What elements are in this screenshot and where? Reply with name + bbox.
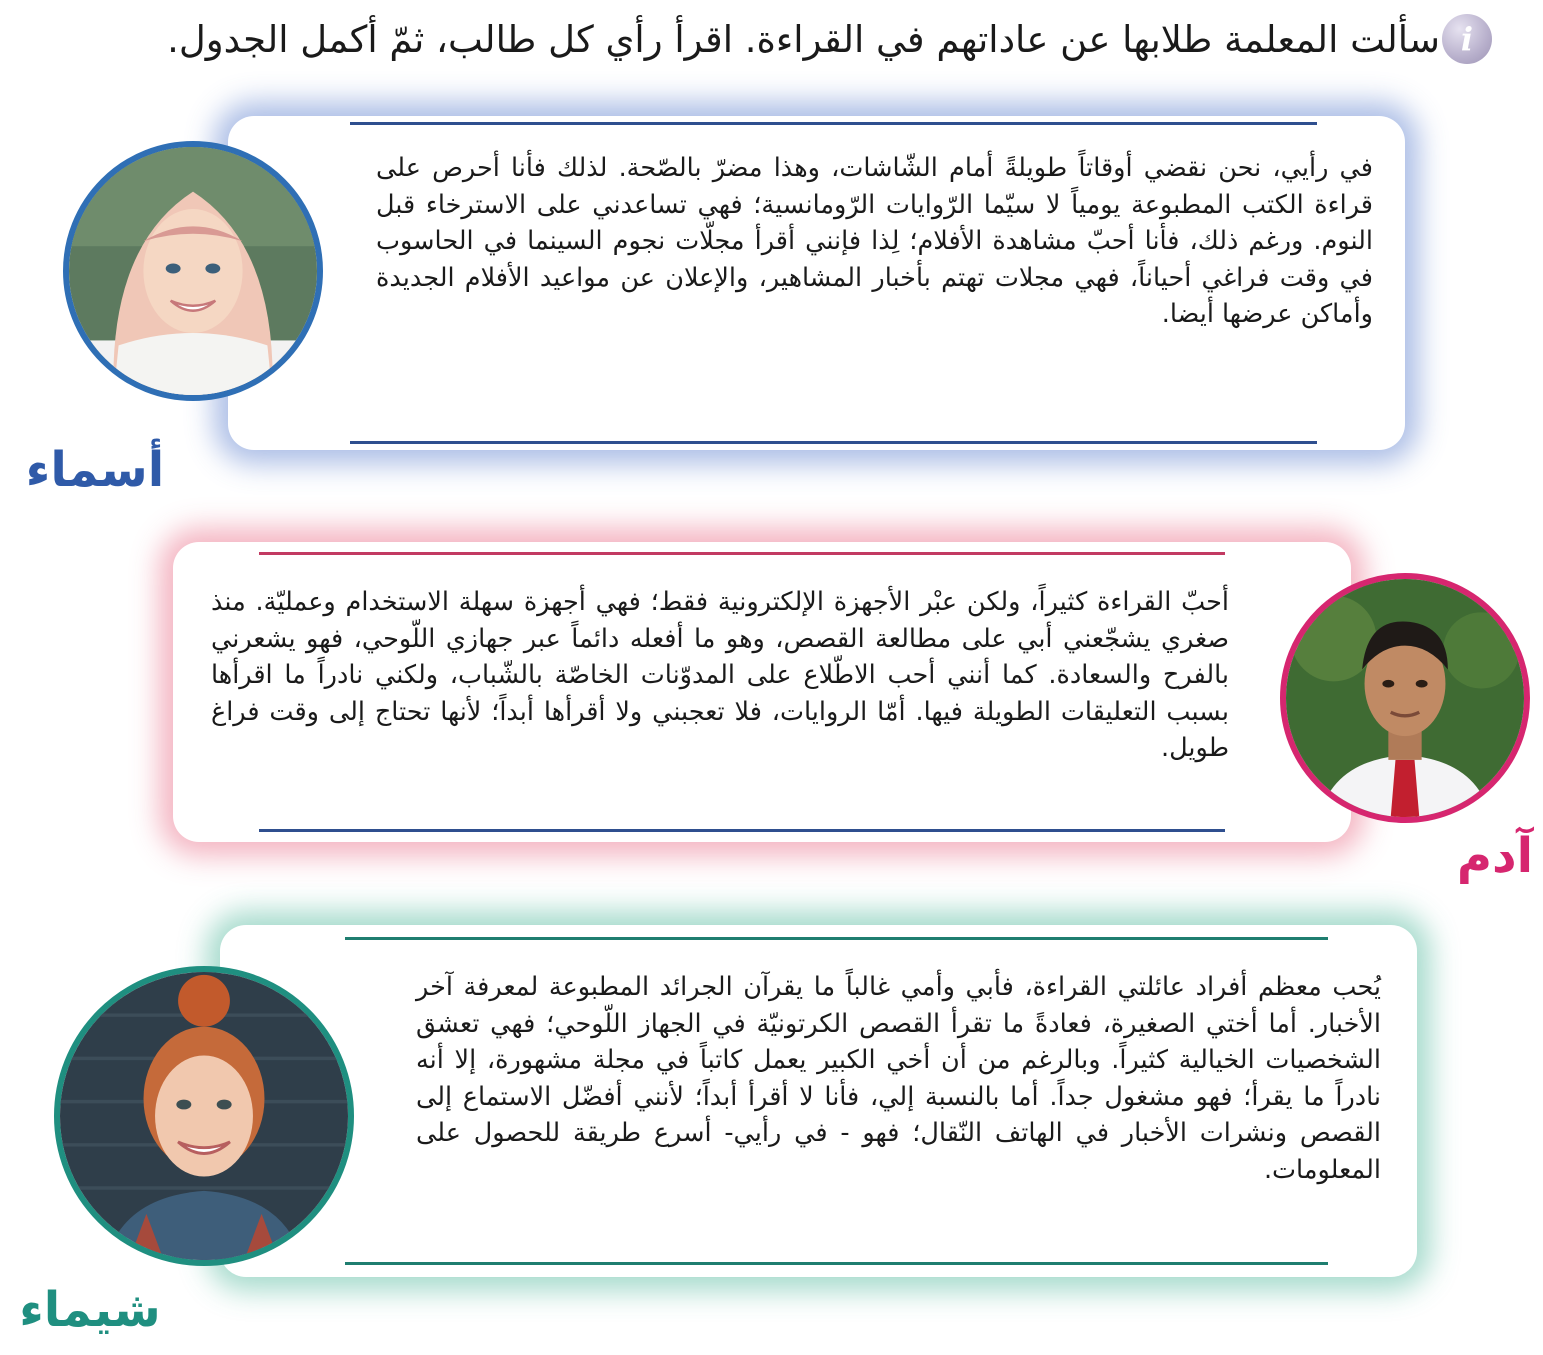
card-bottom-rule bbox=[259, 829, 1225, 832]
opinion-card-adam bbox=[173, 542, 1351, 842]
card-top-rule bbox=[350, 122, 1317, 125]
opinion-text-adam: أحبّ القراءة كثيراً، ولكن عبْر الأجهزة الإلكترونية فقط؛ فهي أجهزة سهلة الاستخدام وعمليّة. منذ صغري يشجّعني أبي على مطالعة القصص، وهو ما أفعله دائماً عبر جهازي اللّوحي، فهو يشعرني بالفرح والسعادة. كما أنني أحب الاطّلاع على المدوّنات الخاصّة بالشّباب، ولكني نادراً ما اقرأها بسبب التعليقات الطويلة فيها. أمّا الروايات، فلا تعجبني ولا أقرأها أبداً؛ لأنها تحتاج إلى وقت فراغ طويل. bbox=[211, 587, 1229, 764]
opinion-text-asmaa: في رأيي، نحن نقضي أوقاتاً طويلةً أمام الشّاشات، وهذا مضرّ بالصّحة. لذلك فأنا أحرص على قراءة الكتب المطبوعة يومياً لا سيّما الرّوايات الرّومانسية؛ فهي تساعدني على الاسترخاء قبل النوم. ورغم ذلك، فأنا أحبّ مشاهدة الأفلام؛ لِذا فإنني أقرأ مجلّات نجوم السينما في الحاسوب في وقت فراغي أحياناً، فهي مجلات تهتم بأخبار المشاهير، والإعلان عن مواعيد الأفلام الجديدة وأماكن عرضها أيضا. bbox=[376, 153, 1373, 330]
instruction-text: سألت المعلمة طلابها عن عاداتهم في القراءة. اقرأ رأي كل طالب، ثمّ أكمل الجدول. bbox=[167, 18, 1440, 61]
card-top-rule bbox=[345, 937, 1328, 940]
card-bottom-rule bbox=[345, 1262, 1328, 1265]
card-top-rule bbox=[259, 552, 1225, 555]
opinion-text-shaimaa: يُحب معظم أفراد عائلتي القراءة، فأبي وأمي غالباً ما يقرآن الجرائد المطبوعة لمعرفة آخر الأخبار. أما أختي الصغيرة، فعادةً ما تقرأ القصص الكرتونيّة في الجهاز اللّوحي؛ فهي تعشق الشخصيات الخيالية كثيراً. وبالرغم من أن أخي الكبير يعمل كاتباً في مجلة مشهورة، إلا أنه نادراً ما يقرأ؛ فهو مشغول جداً. أما بالنسبة إلي، فأنا لا أقرأ أبداً؛ لأنني أفضّل الاستماع إلى القصص ونشرات الأخبار في الهاتف النّقال؛ فهو - في رأيي- أسرع طريقة للحصول على المعلومات. bbox=[416, 972, 1381, 1185]
avatar-shaimaa bbox=[54, 966, 354, 1266]
card-bottom-rule bbox=[350, 441, 1317, 444]
student-name-adam: آدم bbox=[1456, 828, 1534, 884]
student-name-asmaa: أسماء bbox=[25, 442, 165, 498]
avatar-adam bbox=[1280, 573, 1530, 823]
info-icon: i bbox=[1442, 14, 1492, 64]
student-name-shaimaa: شيماء bbox=[19, 1282, 161, 1338]
opinion-card-shaimaa bbox=[220, 925, 1417, 1277]
opinion-card-asmaa bbox=[228, 116, 1405, 450]
avatar-asmaa bbox=[63, 141, 323, 401]
